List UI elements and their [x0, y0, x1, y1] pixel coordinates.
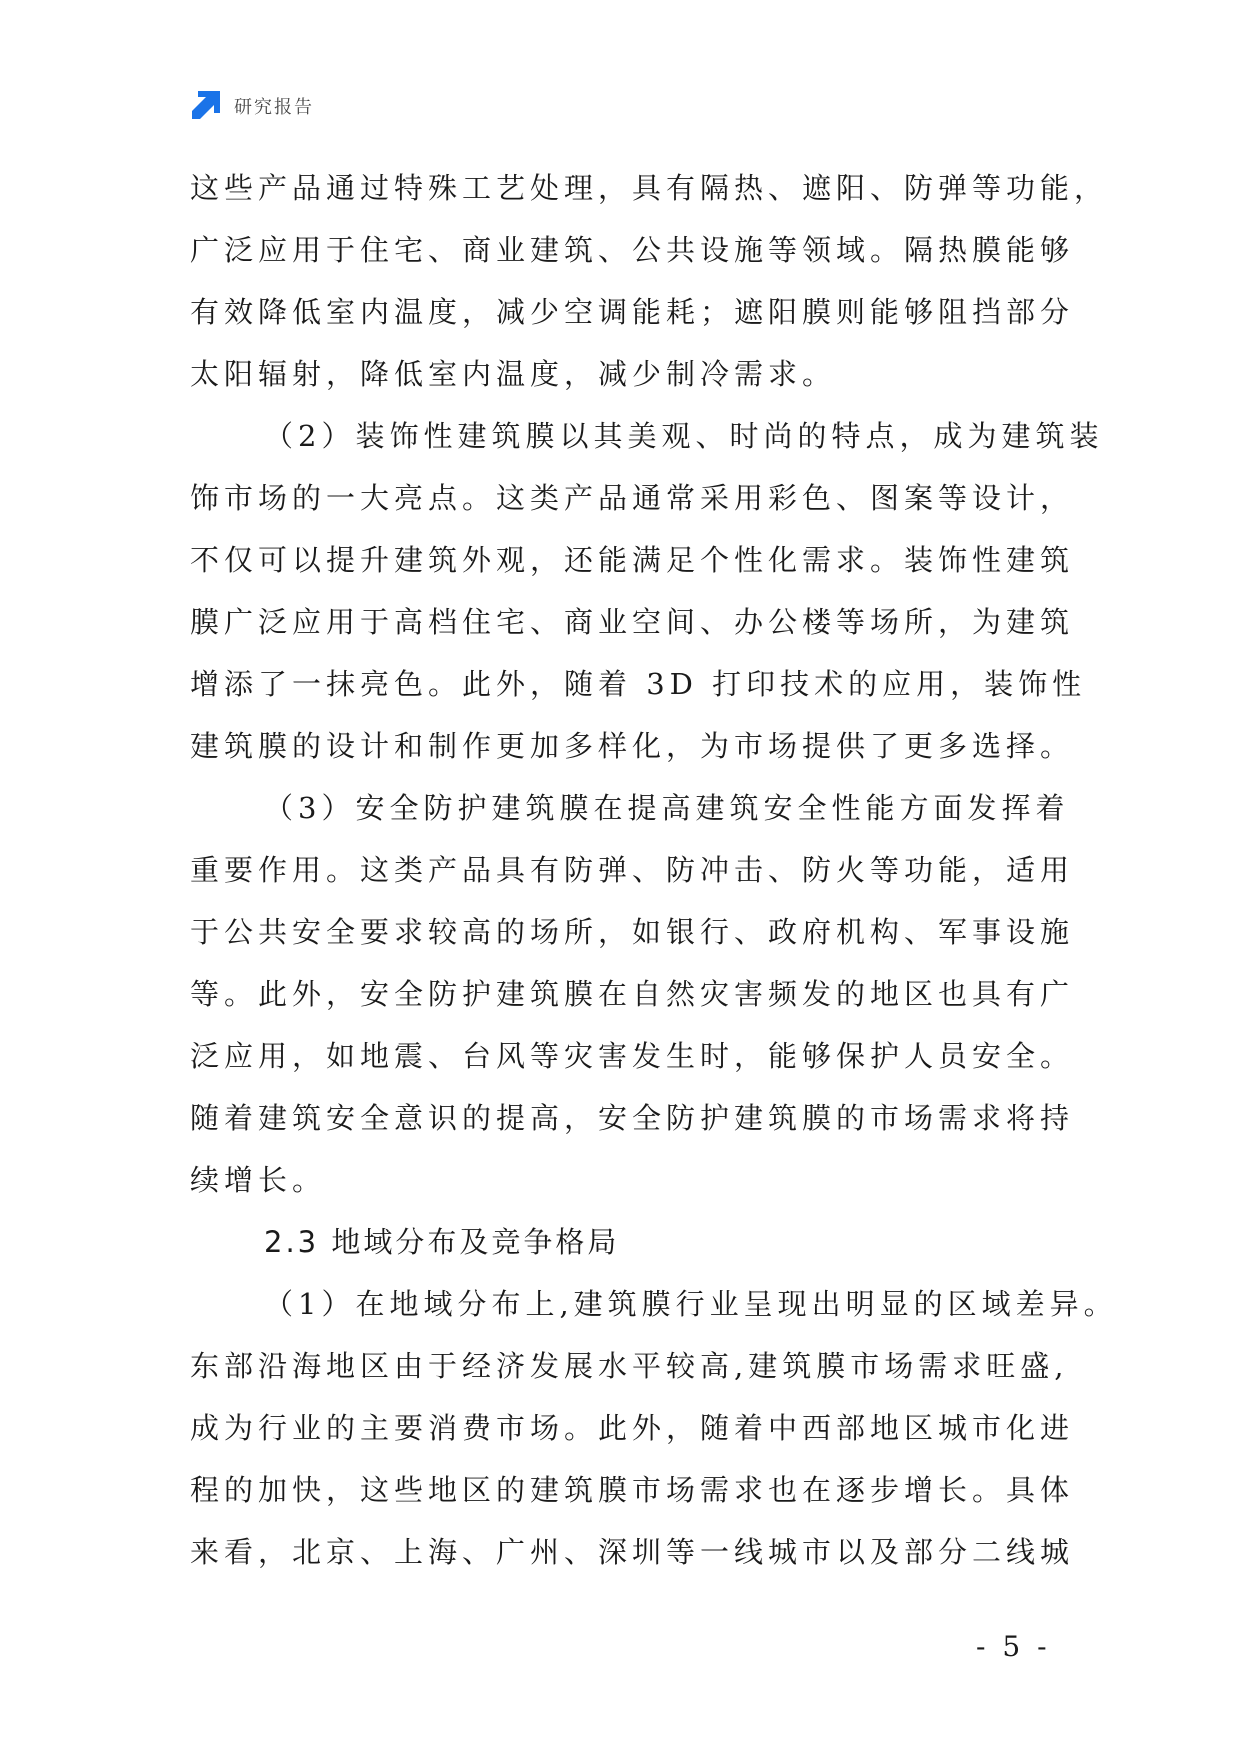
body-line: 续增长。	[190, 1163, 327, 1197]
body-line: 于公共安全要求较高的场所，如银行、政府机构、军事设施	[190, 915, 1075, 949]
body-line: 增添了一抹亮色。此外，随着 3D 打印技术的应用，装饰性	[190, 667, 1087, 701]
arrow-up-right-icon	[188, 89, 222, 123]
body-line: 重要作用。这类产品具有防弹、防冲击、防火等功能，适用	[190, 853, 1075, 887]
body-line: （1）在地域分布上,建筑膜行业呈现出明显的区域差异。	[264, 1287, 1118, 1321]
body-line: 东部沿海地区由于经济发展水平较高,建筑膜市场需求旺盛,	[190, 1349, 1069, 1383]
body-line: 来看，北京、上海、广州、深圳等一线城市以及部分二线城	[190, 1535, 1075, 1569]
body-line: 广泛应用于住宅、商业建筑、公共设施等领域。隔热膜能够	[190, 233, 1075, 267]
body-line: 建筑膜的设计和制作更加多样化，为市场提供了更多选择。	[190, 729, 1075, 763]
body-line: 有效降低室内温度，减少空调能耗；遮阳膜则能够阻挡部分	[190, 295, 1075, 329]
body-line: 随着建筑安全意识的提高，安全防护建筑膜的市场需求将持	[190, 1101, 1075, 1135]
body-line: （2）装饰性建筑膜以其美观、时尚的特点，成为建筑装	[264, 419, 1104, 453]
section-heading: 2.3 地域分布及竞争格局	[264, 1225, 620, 1259]
body-line: 这些产品通过特殊工艺处理，具有隔热、遮阳、防弹等功能，	[190, 171, 1109, 205]
body-line: （3）安全防护建筑膜在提高建筑安全性能方面发挥着	[264, 791, 1070, 825]
body-line: 程的加快，这些地区的建筑膜市场需求也在逐步增长。具体	[190, 1473, 1075, 1507]
page-number: - 5 -	[976, 1630, 1051, 1663]
body-line: 成为行业的主要消费市场。此外，随着中西部地区城市化进	[190, 1411, 1075, 1445]
page-header	[188, 88, 314, 124]
document-body	[190, 157, 1118, 1583]
body-line: 太阳辐射，降低室内温度，减少制冷需求。	[190, 357, 837, 391]
header-title: 研究报告	[234, 97, 314, 118]
body-line: 等。此外，安全防护建筑膜在自然灾害频发的地区也具有广	[190, 977, 1075, 1011]
body-line: 膜广泛应用于高档住宅、商业空间、办公楼等场所，为建筑	[190, 605, 1075, 639]
body-line: 饰市场的一大亮点。这类产品通常采用彩色、图案等设计，	[190, 481, 1075, 515]
body-line: 泛应用，如地震、台风等灾害发生时，能够保护人员安全。	[190, 1039, 1075, 1073]
body-line: 不仅可以提升建筑外观，还能满足个性化需求。装饰性建筑	[190, 543, 1075, 577]
